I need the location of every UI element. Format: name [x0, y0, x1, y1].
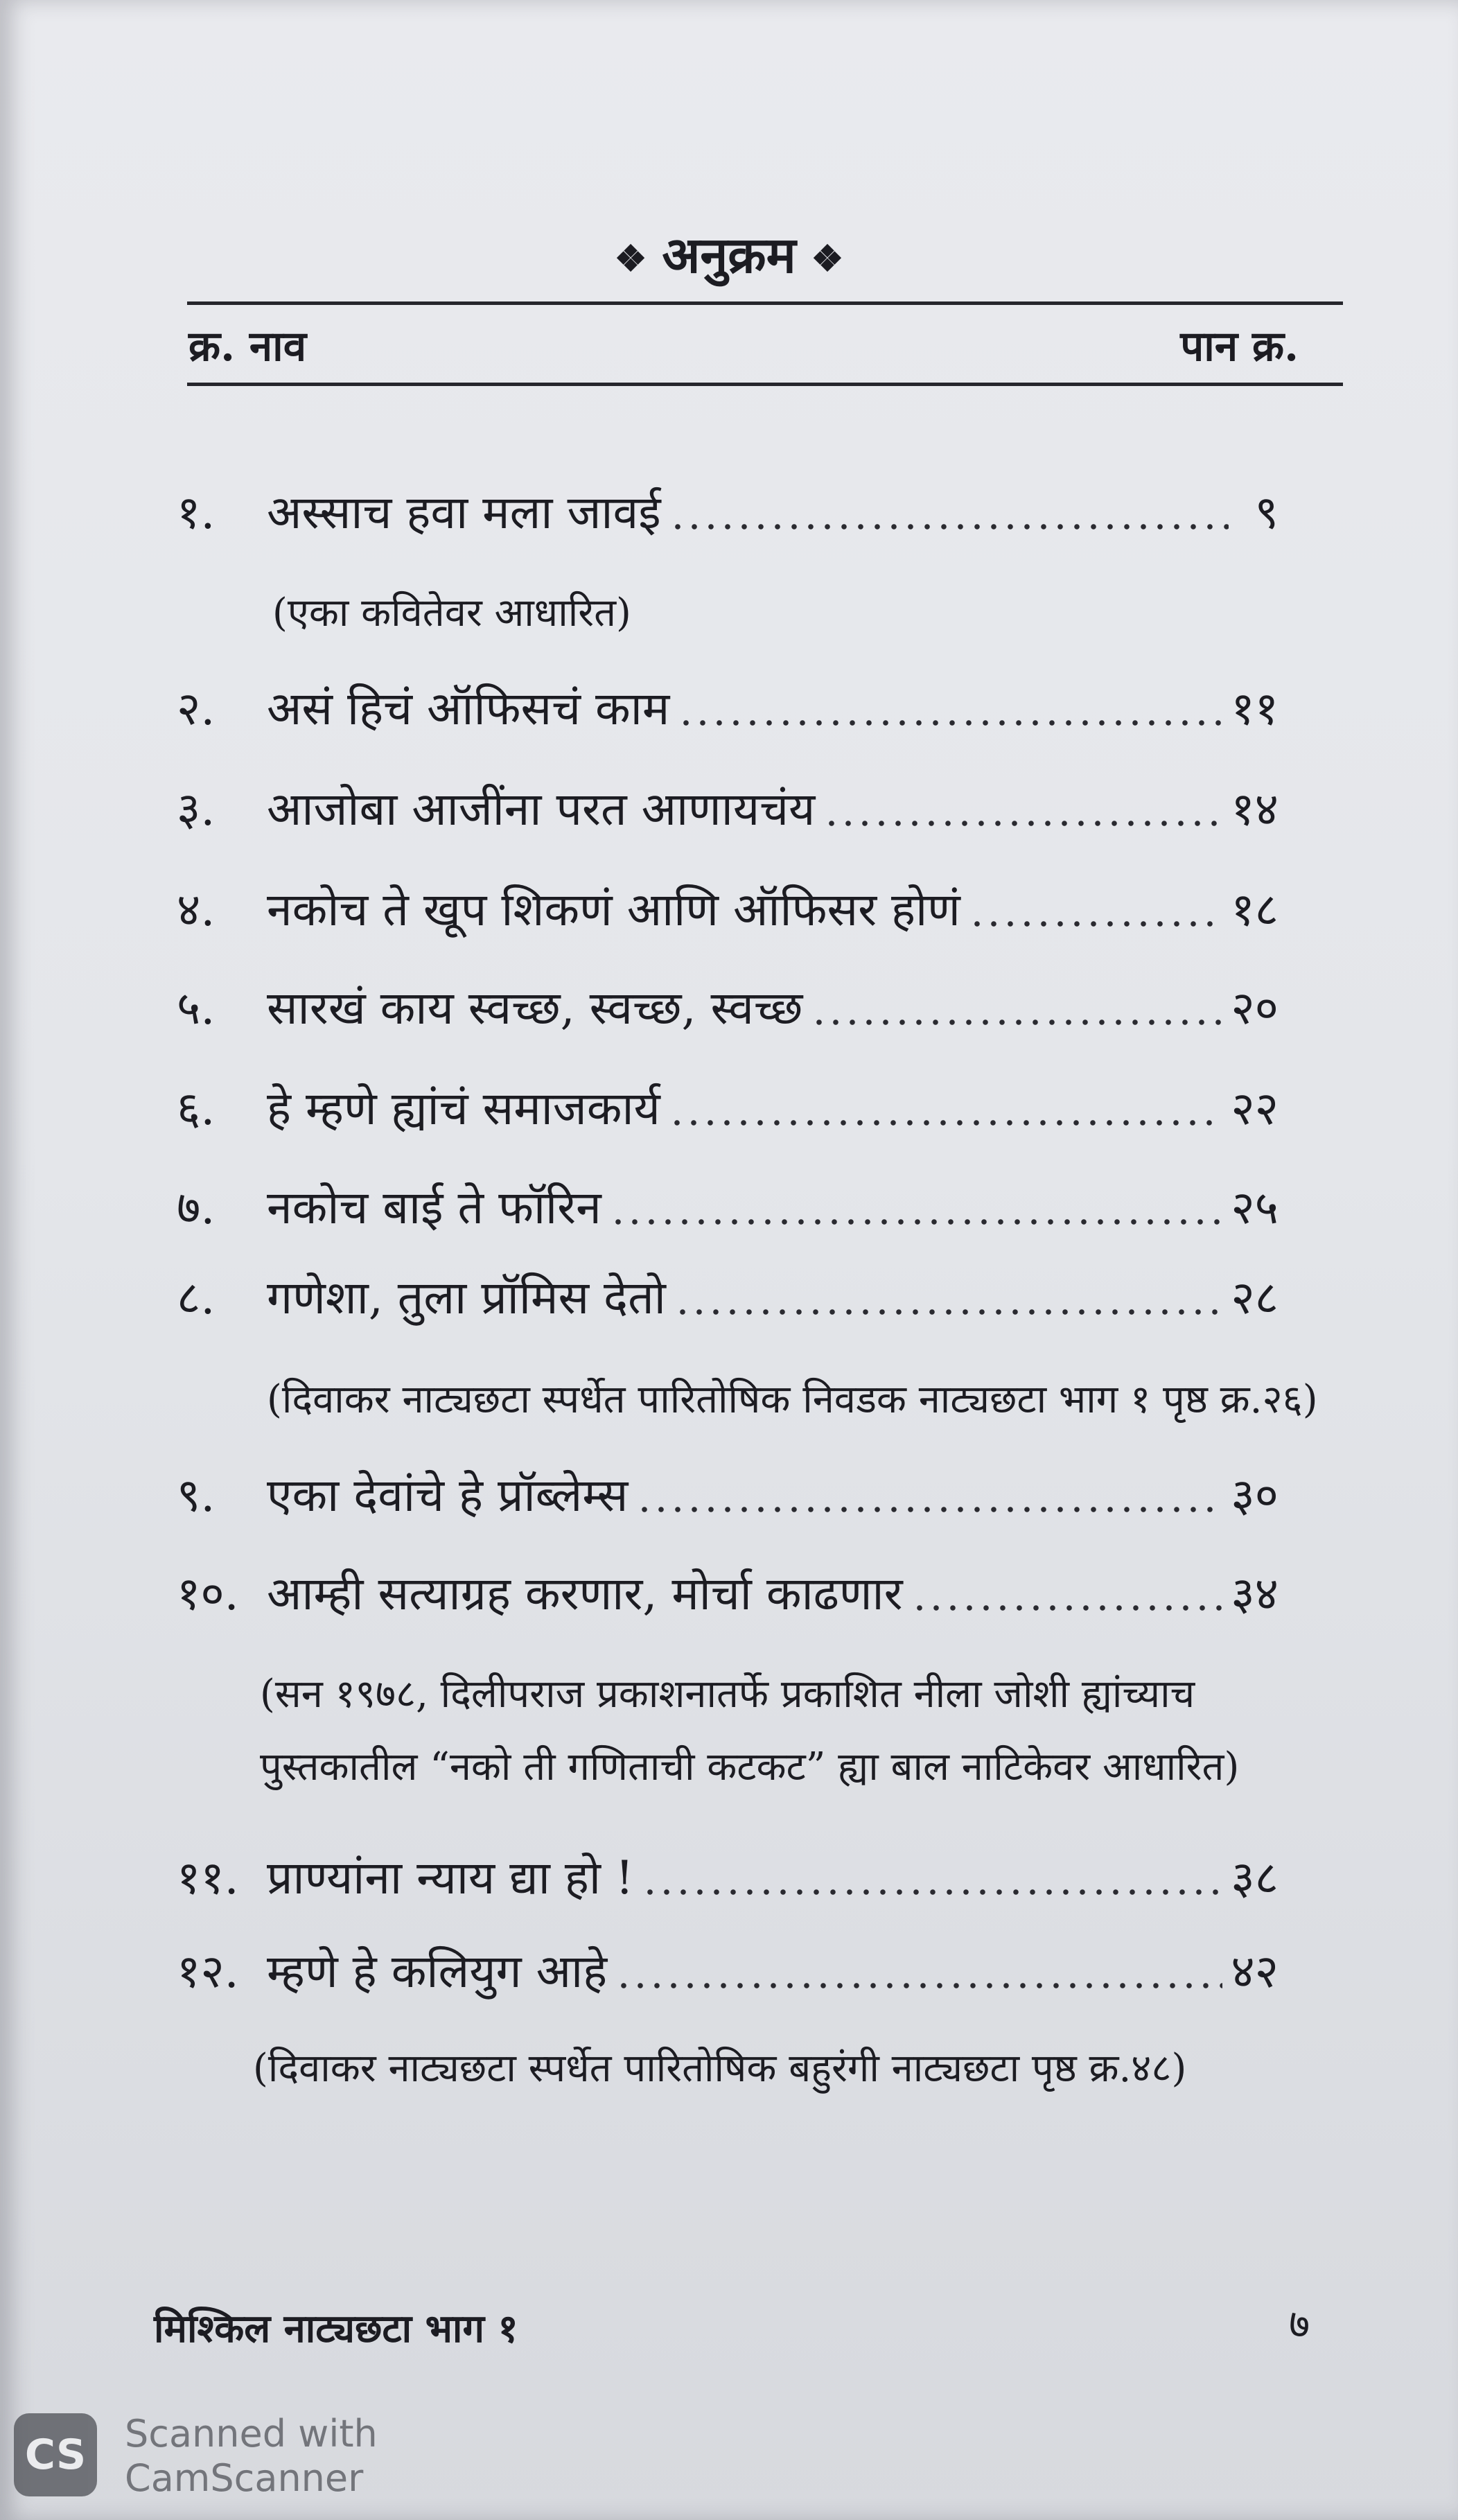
entry-number: ८. — [177, 1271, 216, 1324]
entry-number: ३. — [177, 782, 216, 836]
entry-title: प्राण्यांना न्याय द्या हो ! — [267, 1851, 634, 1905]
entry-number: ६. — [177, 1082, 216, 1135]
entry-number: ५. — [177, 981, 216, 1035]
entry-page: ४२ — [1231, 1945, 1279, 1998]
header-bottom-rule — [187, 383, 1343, 386]
entry-number: २. — [177, 682, 216, 735]
toc-entry-2 — [177, 671, 1279, 747]
entry-number: १. — [177, 486, 216, 539]
page-title — [0, 220, 1458, 294]
entry-number: १०. — [177, 1567, 239, 1620]
entry-page: ९ — [1254, 486, 1279, 539]
dot-leader — [669, 1119, 1223, 1126]
toc-entry-12 — [177, 1934, 1279, 2010]
entry-title: अस्साच हवा मला जावई — [267, 486, 661, 539]
entry-number: ७. — [177, 1181, 216, 1234]
dot-leader — [969, 920, 1222, 927]
toc-entry-3 — [177, 771, 1279, 848]
dot-leader — [678, 719, 1222, 726]
camscanner-watermark — [125, 2412, 378, 2501]
footer-page-number: ७ — [1289, 2300, 1310, 2347]
entry-10-note-line-2: पुस्तकातील “नको ती गणिताची कटकट” ह्या बाल नाटिकेवर आधारित) — [260, 1744, 1240, 1790]
column-header-page: पान क्र. — [1180, 322, 1299, 371]
toc-entry-8 — [177, 1260, 1279, 1336]
camscanner-logo-icon: CS — [14, 2413, 97, 2496]
watermark-line-2: CamScanner — [125, 2456, 364, 2500]
entry-page: २५ — [1231, 1181, 1279, 1234]
column-header-name: क्र. नाव — [188, 322, 307, 371]
entry-page: ३४ — [1231, 1567, 1279, 1620]
entry-title: एका देवांचे हे प्रॉब्लेम्स — [267, 1469, 629, 1522]
entry-title: आजोबा आजींना परत आणायचंय — [267, 782, 816, 836]
entry-page: २८ — [1231, 1271, 1279, 1324]
toc-entry-7 — [177, 1170, 1279, 1246]
dot-leader — [642, 1889, 1222, 1896]
title-text: अनुक्रम — [662, 225, 796, 284]
entry-number: ११. — [177, 1851, 239, 1905]
entry-10-note-line-1: (सन १९७८, दिलीपराज प्रकाशनातर्फे प्रकाशित नीला जोशी ह्यांच्याच — [260, 1672, 1195, 1717]
entry-8-note: (दिवाकर नाट्यछटा स्पर्धेत पारितोषिक निवडक नाट्यछटा भाग १ पृष्ठ क्र.२६) — [267, 1377, 1318, 1422]
entry-title: नकोच बाई ते फॉरिन — [267, 1181, 601, 1234]
entry-page: १४ — [1231, 782, 1279, 836]
dot-leader — [811, 1019, 1222, 1026]
entry-number: ९. — [177, 1469, 216, 1522]
entry-page: २२ — [1231, 1082, 1279, 1135]
toc-entry-4 — [177, 872, 1279, 948]
watermark-line-1: Scanned with — [125, 2412, 378, 2456]
entry-title: नकोच ते खूप शिकणं आणि ऑफिसर होणं — [267, 883, 960, 936]
dot-leader — [823, 820, 1222, 827]
entry-page: २० — [1231, 981, 1279, 1035]
toc-entry-5 — [177, 970, 1279, 1047]
dot-leader — [669, 523, 1229, 530]
entry-1-note: (एका कवितेवर आधारित) — [272, 590, 631, 636]
header-top-rule — [187, 301, 1343, 305]
entry-title: असं हिचं ऑफिसचं काम — [267, 682, 670, 735]
entry-12-note: (दिवाकर नाट्यछटा स्पर्धेत पारितोषिक बहुरंगी नाट्यछटा पृष्ठ क्र.४८) — [253, 2046, 1187, 2091]
dot-leader — [674, 1309, 1223, 1315]
dot-leader — [911, 1604, 1223, 1611]
toc-entry-9 — [177, 1458, 1279, 1534]
ornament-left-icon: ❖ — [614, 238, 647, 280]
entry-page: ३० — [1231, 1469, 1279, 1522]
entry-title: सारखं काय स्वच्छ, स्वच्छ, स्वच्छ — [267, 981, 803, 1035]
entry-number: ४. — [177, 883, 216, 936]
toc-entry-10 — [177, 1556, 1279, 1632]
dot-leader — [610, 1218, 1223, 1225]
entry-title: आम्ही सत्याग्रह करणार, मोर्चा काढणार — [267, 1567, 903, 1620]
toc-entry-11 — [177, 1840, 1279, 1916]
entry-page: ११ — [1231, 682, 1279, 735]
entry-number: १२. — [177, 1945, 239, 1998]
entry-page: ३८ — [1231, 1851, 1279, 1905]
entry-title: म्हणे हे कलियुग आहे — [267, 1945, 608, 1998]
toc-entry-6 — [177, 1071, 1279, 1147]
entry-title: गणेशा, तुला प्रॉमिस देतो — [267, 1271, 666, 1324]
entry-page: १८ — [1231, 883, 1279, 936]
entry-title: हे म्हणे ह्यांचं समाजकार्य — [267, 1082, 660, 1135]
dot-leader — [636, 1506, 1222, 1513]
toc-entry-1 — [177, 475, 1279, 551]
ornament-right-icon: ❖ — [811, 238, 844, 280]
dot-leader — [615, 1982, 1222, 1989]
footer-book-title: मिश्किल नाट्यछटा भाग १ — [154, 2306, 518, 2352]
